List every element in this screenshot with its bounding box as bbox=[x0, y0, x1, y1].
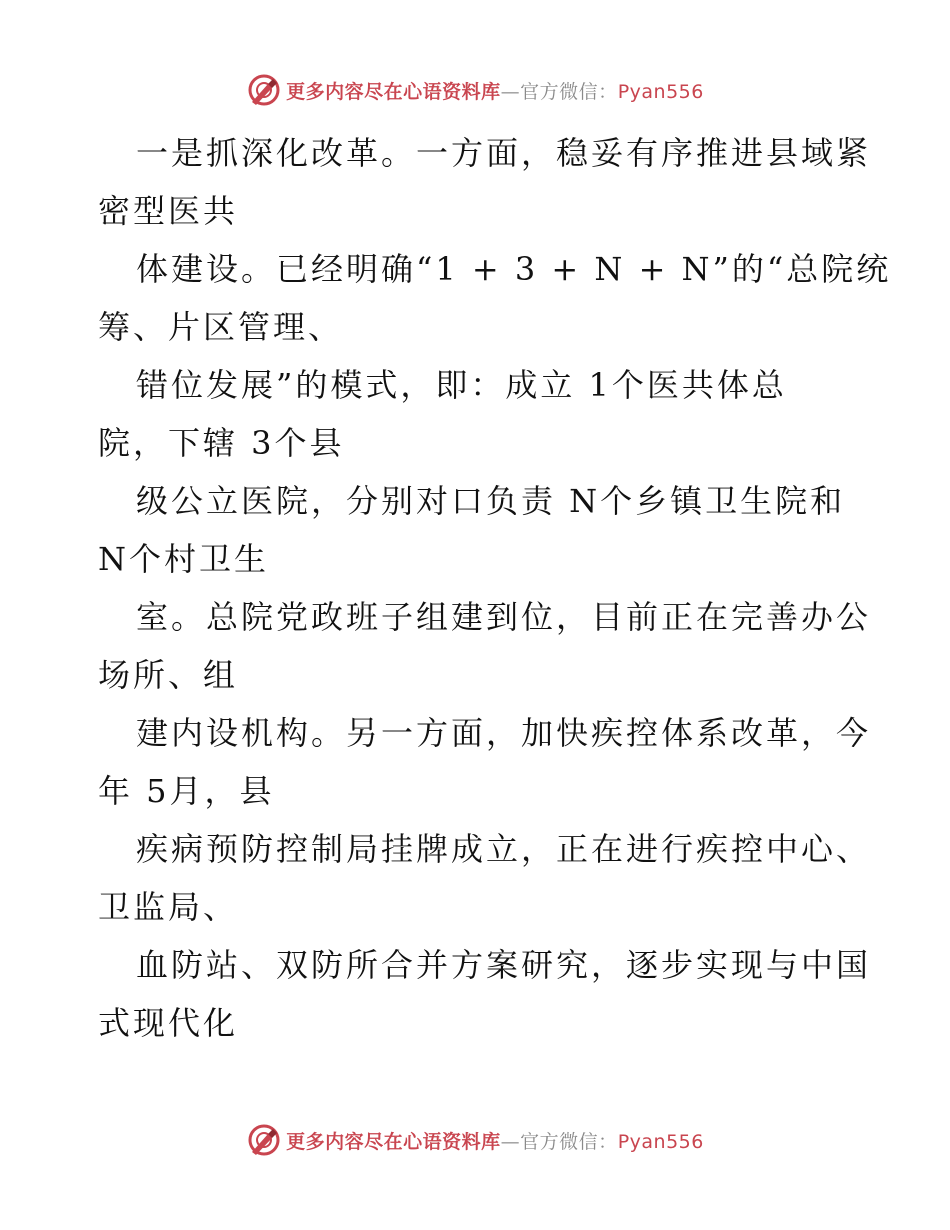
header-watermark bbox=[0, 68, 950, 112]
text-line: 室。总院党政班子组建到位，目前正在完善办公 bbox=[136, 598, 872, 636]
text-line: 式现代化 bbox=[98, 1004, 239, 1042]
header-text bbox=[286, 77, 704, 104]
document-body bbox=[98, 124, 892, 1052]
text-line: 院，下辖 3个县 bbox=[98, 424, 345, 462]
text-line: 级公立医院，分别对口负责 N个乡镇卫生院和 bbox=[136, 482, 846, 520]
header-account: Pyan556 bbox=[617, 80, 704, 103]
header-brand: 更多内容尽在心语资料库 bbox=[286, 80, 501, 103]
text-line: 疾病预防控制局挂牌成立，正在进行疾控中心、 bbox=[136, 830, 872, 868]
text-line: 卫监局、 bbox=[98, 888, 239, 926]
header-label: 官方微信： bbox=[520, 80, 618, 103]
footer-label: 官方微信： bbox=[520, 1130, 618, 1153]
footer-text bbox=[286, 1127, 704, 1154]
text-line: 场所、组 bbox=[98, 656, 239, 694]
text-line: 密型医共 bbox=[98, 192, 239, 230]
text-line: 血防站、双防所合并方案研究，逐步实现与中国 bbox=[136, 946, 872, 984]
text-line: 建内设机构。另一方面，加快疾控体系改革，今 bbox=[136, 714, 872, 752]
footer-dash: — bbox=[500, 1130, 521, 1153]
footer-account: Pyan556 bbox=[617, 1130, 704, 1153]
text-line: 一是抓深化改革。一方面，稳妥有序推进县域紧 bbox=[136, 134, 872, 172]
pen-logo-icon bbox=[246, 72, 282, 108]
header-dash: — bbox=[500, 80, 521, 103]
footer-watermark bbox=[0, 1118, 950, 1162]
text-line: 年 5月，县 bbox=[98, 772, 275, 810]
text-line: N个村卫生 bbox=[98, 540, 270, 578]
text-line: 错位发展”的模式，即：成立 1个医共体总 bbox=[136, 366, 787, 404]
footer-brand: 更多内容尽在心语资料库 bbox=[286, 1130, 501, 1153]
pen-logo-icon bbox=[246, 1122, 282, 1158]
text-line: 筹、片区管理、 bbox=[98, 308, 344, 346]
text-line: 体建设。已经明确“1 + 3 + N + N”的“总院统 bbox=[136, 250, 892, 288]
